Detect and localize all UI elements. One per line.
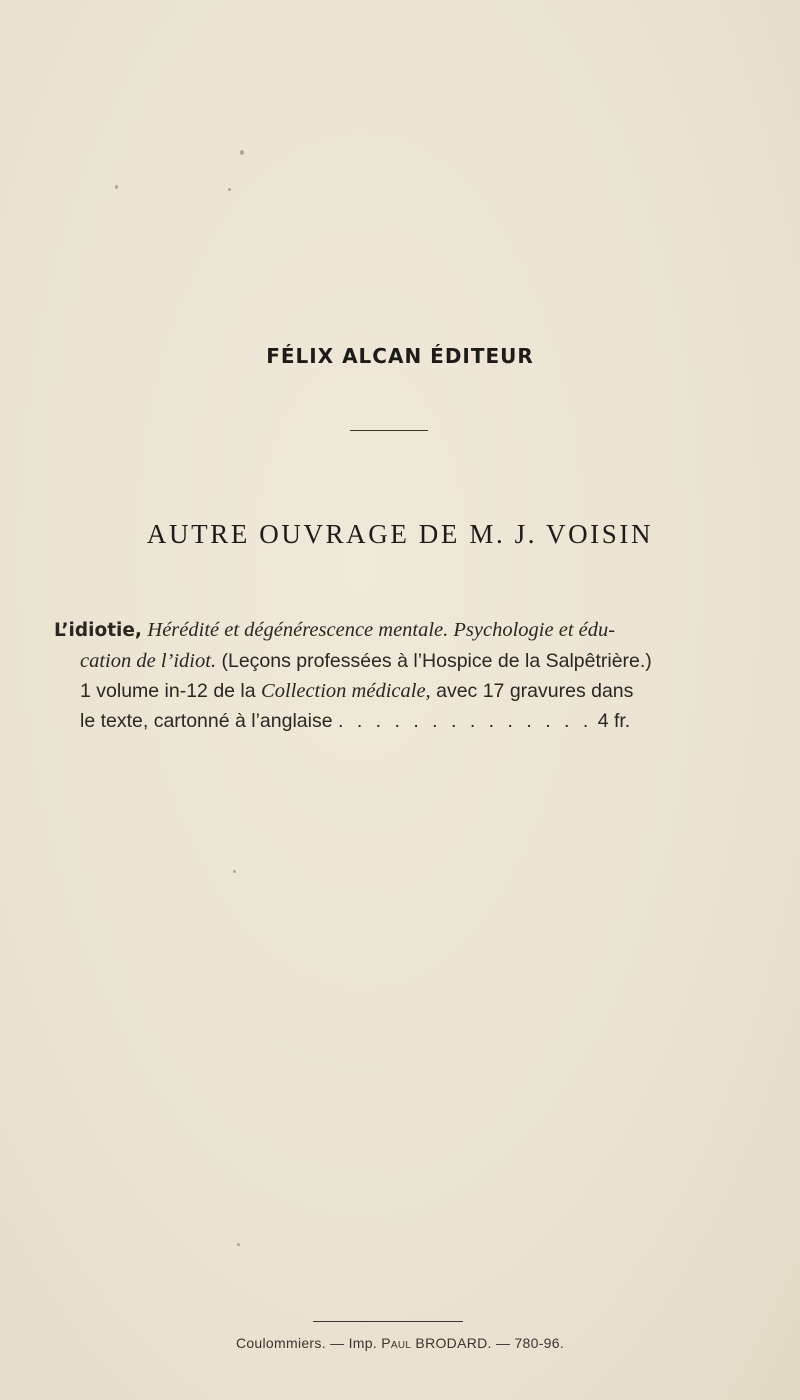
paper-speck: [237, 1243, 240, 1246]
price: 4 fr.: [597, 710, 631, 732]
imprint-code: 780-96.: [514, 1335, 565, 1351]
publisher-name: FÉLIX ALCAN ÉDITEUR: [266, 344, 534, 368]
paper-speck: [240, 150, 244, 155]
imprint-place: Coulommiers.: [235, 1335, 326, 1351]
binding-note: le texte, cartonné à l’anglaise: [80, 710, 333, 732]
entry-line-1: [54, 615, 750, 646]
leader-dots: . . . . . . . . . . . . . .: [338, 710, 593, 732]
collection-name: Collection médicale,: [261, 680, 431, 702]
book-subtitle-part-2: cation de l’idiot.: [80, 650, 217, 672]
entry-line-2: [54, 646, 750, 676]
entry-line-4: [54, 706, 750, 736]
price-line-text: [80, 710, 598, 732]
book-title-lead: L’idiotie,: [54, 620, 142, 641]
paper-speck: [115, 185, 118, 189]
imprint-printer-prefix: Imp.: [348, 1335, 378, 1351]
book-subtitle-part-1: Hérédité et dégénérescence mentale. Psychologie et édu-: [147, 619, 616, 641]
paper-speck: [233, 870, 236, 873]
illustration-note: avec 17 gravures dans: [436, 680, 634, 702]
volume-format: 1 volume in-12 de la: [80, 680, 256, 702]
printer-imprint: [0, 1335, 800, 1351]
book-description: (Leçons professées à l’Hospice de la Salpêtrière.): [221, 650, 652, 672]
divider-rule: [350, 430, 428, 431]
imprint-dash: —: [495, 1335, 511, 1351]
section-title: AUTRE OUVRAGE DE M. J. VOISIN: [146, 519, 654, 549]
imprint-dash: —: [330, 1335, 345, 1351]
paper-speck: [228, 188, 231, 191]
imprint-printer-name: Paul BRODARD.: [381, 1335, 492, 1351]
entry-line-3: [54, 676, 750, 706]
footer-rule: [313, 1321, 463, 1322]
book-entry: [54, 615, 750, 736]
